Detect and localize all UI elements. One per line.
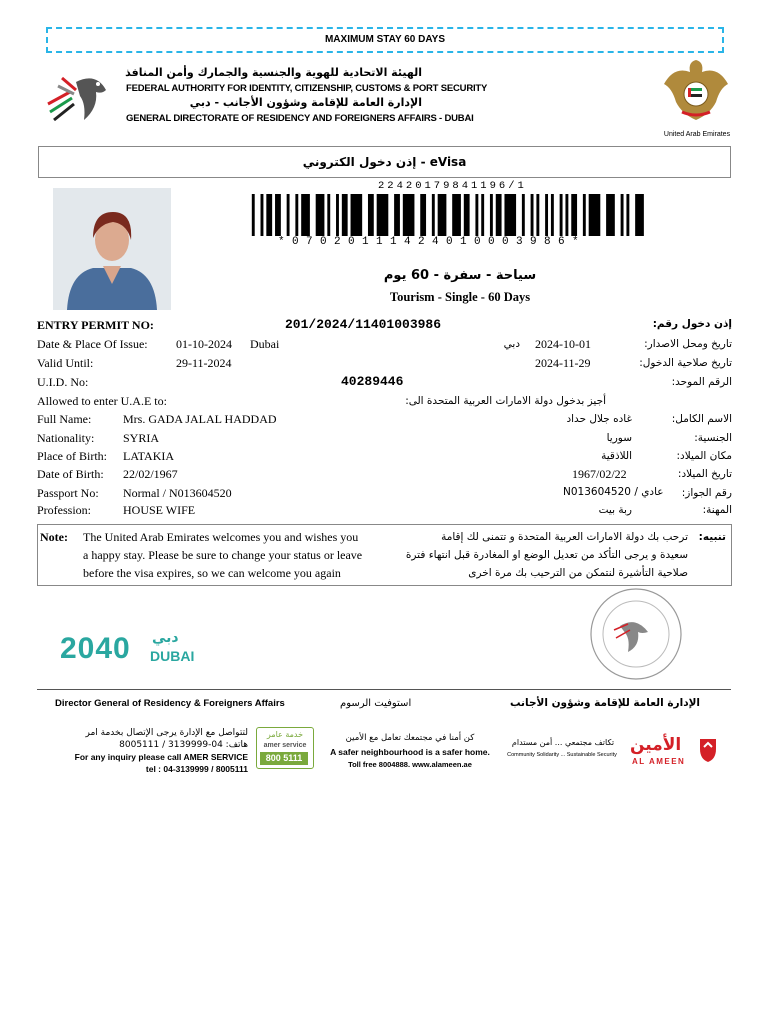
entry-permit-label: ENTRY PERMIT NO: [37,318,154,332]
stamp-duty-ar: استوفيت الرسوم [340,698,412,709]
amer-service-logo [256,727,314,769]
amer-ar: خدمة عامر [266,730,304,739]
birth-place-value-ar: اللاذقية [601,450,632,462]
alameen-tollfree: Toll free 8004888. www.alameen.ae [348,760,472,769]
birth-place-label-ar: مكان الميلاد: [676,450,732,462]
uid-label: U.I.D. No: [37,375,89,389]
uid-number: 40289446 [341,374,404,389]
issue-date: 01-10-2024 [176,337,232,351]
max-stay-banner: MAXIMUM STAY 60 DAYS [46,27,724,53]
uid-label-ar: الرقم الموحد: [671,376,732,388]
alameen-slogan-en: A safer neighbourhood is a safer home. [330,747,490,757]
dubai-2040-number: 2040 [60,632,131,665]
director-general-en: Director General of Residency & Foreigners Affairs [55,698,285,709]
shield-icon [698,737,718,763]
valid-until-date-ar: 2024-11-29 [535,356,591,370]
full-name-label: Full Name: [37,412,92,426]
profession-value-ar: ربة بيت [598,504,632,516]
profession-label: Profession: [37,503,91,517]
passport-label: Passport No: [37,486,99,500]
allowed-label-ar: أجيز بدخول دولة الامارات العربية المتحدة الى: [405,395,606,407]
entry-permit-number: 201/2024/11401003986 [285,317,442,332]
community-en: Community Solidarity ... Sustainable Security [507,752,617,758]
dubai-2040-logo [60,630,200,670]
authority-name-en: FEDERAL AUTHORITY FOR IDENTITY, CITIZENSHIP, CUSTOMS & PORT SECURITY [126,83,488,94]
birth-place-value: LATAKIA [123,449,175,463]
nationality-value: SYRIA [123,431,160,445]
contact-ar: لتتواصل مع الإدارة يرجى الإتصال بخدمة امر [85,728,248,738]
birth-date-label: Date of Birth: [37,467,104,481]
barcode-top-number: 22420179841196/1 [378,180,527,192]
visa-type-ar: سياحة - سفرة - 60 يوم [383,268,537,283]
ica-falcon-logo [40,64,120,130]
note-line-3: before the visa expires, so we can welcome you again [83,566,341,580]
nationality-value-ar: سوريا [606,432,632,444]
note-label: Note: [40,530,68,544]
birth-date-label-ar: تاريخ الميلاد: [677,468,732,480]
birth-place-label: Place of Birth: [37,449,107,463]
full-name-value-ar: غاده جلال حداد [566,413,632,425]
contact-tel: tel : 04-3139999 / 8005111 [145,764,248,774]
issue-place: Dubai [250,337,280,351]
full-name-label-ar: الاسم الكامل: [671,413,732,425]
visa-type-en: Tourism - Single - 60 Days [389,290,531,304]
applicant-photo [53,188,171,310]
passport-value: Normal / N013604520 [123,486,232,500]
director-general-ar: الإدارة العامة للإقامة وشؤون الأجانب [509,697,700,709]
contact-phone-ar: هاتف: 04-3139999 / 8005111 [119,740,248,750]
note-label-ar: تنبيه: [698,531,726,543]
note-ar-line-3: صلاحية التأشيرة لنتمكن من الترحيب بك مرة اخرى [468,567,688,579]
issue-date-ar: 2024-10-01 [535,337,591,351]
issue-label: Date & Place Of Issue: [37,337,148,351]
footer-divider [37,689,731,690]
note-line-1: The United Arab Emirates welcomes you and wishes you [83,530,359,544]
dubai-word-ar: دبي [152,630,179,646]
valid-until-date: 29-11-2024 [176,356,232,370]
official-stamp [588,586,684,682]
note-ar-line-2: سعيدة و يرجى التأكد من تعديل الوضع او المغادرة قبل انتهاء فترة [405,549,688,561]
full-name-value: Mrs. GADA JALAL HADDAD [123,412,277,426]
dubai-word-en: DUBAI [150,648,195,664]
nationality-label-ar: الجنسية: [694,432,732,444]
passport-label-ar: رقم الجواز: [681,487,732,499]
barcode-bottom-number: *07020111424010003986* [278,236,587,248]
note-line-2: a happy stay. Please be sure to change your status or leave [83,548,363,562]
directorate-name-ar: الإدارة العامة للإقامة وشؤون الأجانب - دبي [189,96,422,109]
amer-number: 800 5111 [260,752,308,765]
nationality-label: Nationality: [37,431,95,445]
issue-place-ar: دبي [503,338,520,350]
valid-until-label-ar: تاريخ صلاحية الدخول: [639,357,732,369]
allowed-label: Allowed to enter U.A.E to: [37,394,167,408]
barcode [246,194,670,236]
evisa-title: إذن دخول الكتروني - eVisa [38,146,731,178]
note-ar-line-1: ترحب بك دولة الامارات العربية المتحدة و تتمنى لك إقامة [441,531,688,543]
uae-emblem [660,54,732,130]
directorate-name-en: GENERAL DIRECTORATE OF RESIDENCY AND FOREIGNERS AFFAIRS - DUBAI [126,113,474,124]
community-ar: تكاتف مجتمعي ... أمن مستدام [511,738,615,747]
birth-date-value: 22/02/1967 [123,467,178,481]
amer-en: amer service [263,742,307,749]
profession-value: HOUSE WIFE [123,503,196,517]
contact-en: For any inquiry please call AMER SERVICE [74,752,248,762]
profession-label-ar: المهنة: [702,504,732,516]
birth-date-value-ar: 1967/02/22 [572,467,627,481]
alameen-logo-en: AL AMEEN [632,757,686,766]
entry-permit-label-ar: إذن دخول رقم: [652,318,732,330]
valid-until-label: Valid Until: [37,356,94,370]
emblem-caption: United Arab Emirates [663,131,731,138]
alameen-logo-ar: الأمين [630,735,682,755]
passport-value-ar: N013604520 / عادي [563,486,664,498]
authority-name-ar: الهيئة الاتحادية للهوية والجنسية والجمارك وأمن المنافذ [125,66,422,79]
alameen-logo [630,735,720,771]
issue-label-ar: تاريخ ومحل الاصدار: [644,338,732,350]
alameen-slogan-ar: كن أمنا في مجتمعك تعامل مع الأمين [345,733,475,743]
